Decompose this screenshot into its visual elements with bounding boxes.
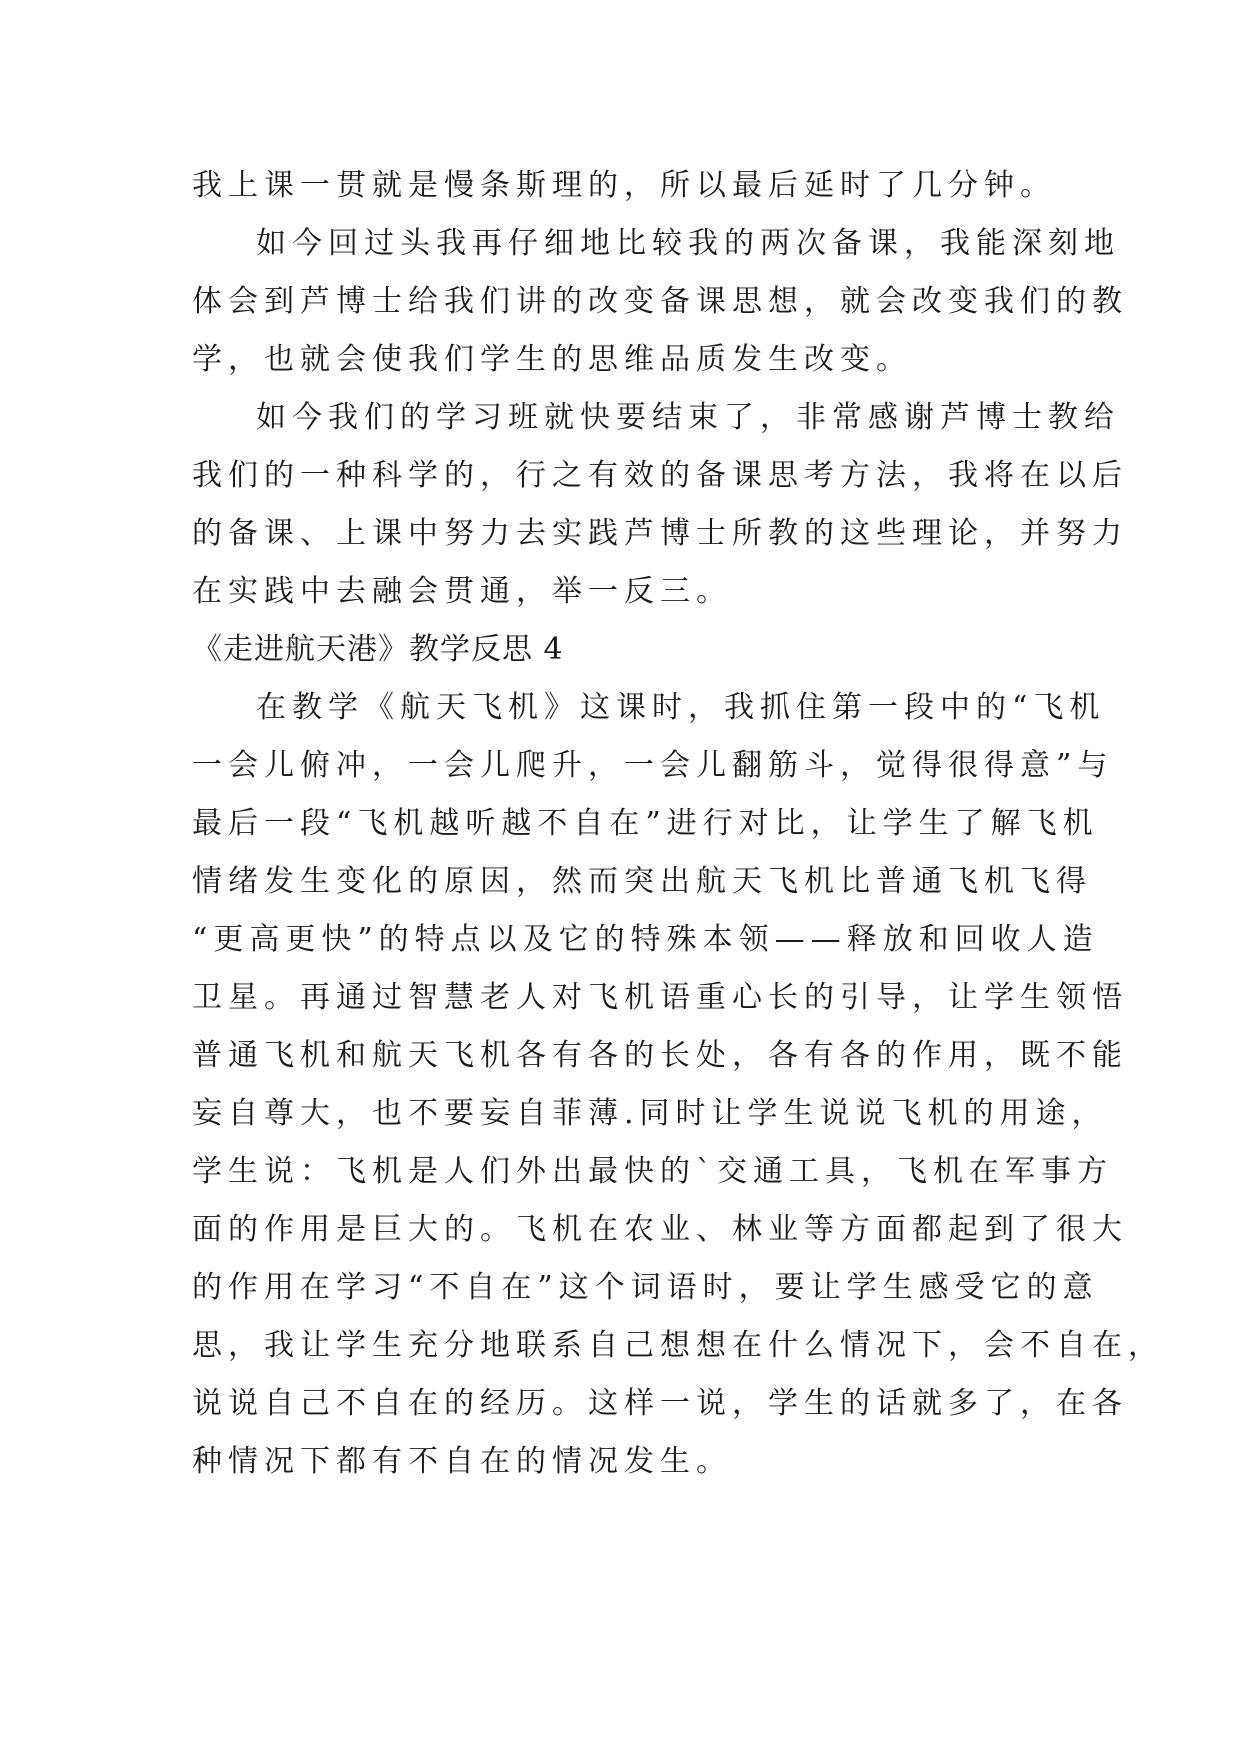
paragraph-line: 如今回过头我再仔细地比较我的两次备课，我能深刻地: [256, 226, 1120, 261]
paragraph-line: 说说自己不自在的经历。这样一说，学生的话就多了，在各: [192, 1386, 1128, 1421]
paragraph-line: 面的作用是巨大的。飞机在农业、林业等方面都起到了很大: [192, 1212, 1128, 1247]
paragraph-line: 在实践中去融会贯通，举一反三。: [192, 574, 732, 609]
paragraph-line: 在教学《航天飞机》这课时，我抓住第一段中的“飞机: [256, 690, 1106, 725]
paragraph-line: 情绪发生变化的原因，然而突出航天飞机比普通飞机飞得: [192, 864, 1092, 899]
paragraph-line: 学生说：飞机是人们外出最快的`交通工具，飞机在军事方: [192, 1154, 1113, 1189]
paragraph-line: 我们的一种科学的，行之有效的备课思考方法，我将在以后: [192, 458, 1128, 493]
paragraph-line: 一会儿俯冲，一会儿爬升，一会儿翻筋斗，觉得很得意”与: [192, 748, 1114, 783]
paragraph-line: 体会到芦博士给我们讲的改变备课思想，就会改变我们的教: [192, 284, 1128, 319]
paragraph-line: 的作用在学习“不自在”这个词语时，要让学生感受它的意: [192, 1270, 1099, 1305]
paragraph-line: 普通飞机和航天飞机各有各的长处，各有各的作用，既不能: [192, 1038, 1128, 1073]
document-body: [192, 157, 1164, 1491]
paragraph-line: 的备课、上课中努力去实践芦博士所教的这些理论，并努力: [192, 516, 1128, 551]
paragraph-line: 如今我们的学习班就快要结束了，非常感谢芦博士教给: [256, 400, 1120, 435]
section-heading: 《走进航天港》教学反思 4: [192, 632, 564, 667]
paragraph-line: 妄自尊大，也不要妄自菲薄.同时让学生说说飞机的用途，: [192, 1096, 1108, 1131]
paragraph-line: 学，也就会使我们学生的思维品质发生改变。: [192, 342, 912, 377]
paragraph-line: 思，我让学生充分地联系自己想想在什么情况下，会不自在，: [192, 1328, 1164, 1363]
paragraph-line: 最后一段“飞机越听越不自在”进行对比，让学生了解飞机: [192, 806, 1099, 841]
paragraph-line: 种情况下都有不自在的情况发生。: [192, 1444, 732, 1479]
paragraph-line: 我上课一贯就是慢条斯理的，所以最后延时了几分钟。: [192, 168, 1056, 203]
paragraph-line: “更高更快”的特点以及它的特殊本领——释放和回收人造: [192, 922, 1099, 957]
paragraph-line: 卫星。再通过智慧老人对飞机语重心长的引导，让学生领悟: [192, 980, 1128, 1015]
